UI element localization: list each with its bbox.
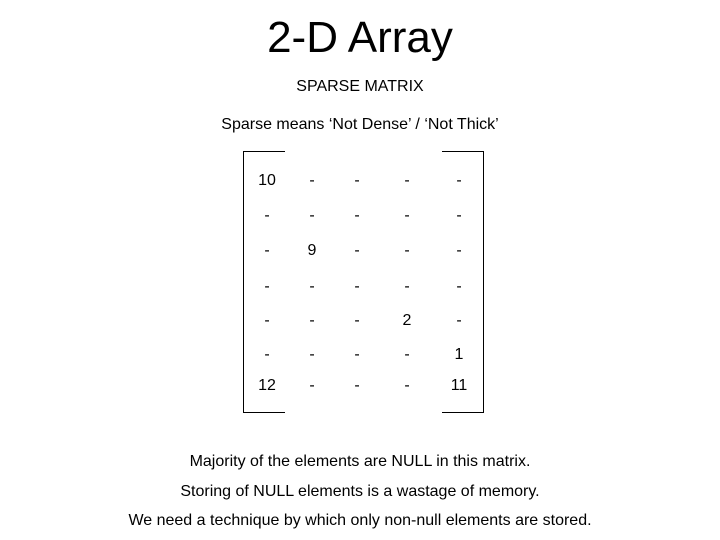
matrix-cell: - — [404, 346, 410, 363]
matrix-cell: - — [264, 278, 270, 295]
matrix-cell: - — [354, 242, 360, 259]
matrix-cell: - — [309, 377, 315, 394]
matrix-cell: - — [404, 377, 410, 394]
matrix-cell: - — [264, 346, 270, 363]
note-memory-wastage: Storing of NULL elements is a wastage of memory. — [180, 483, 540, 500]
matrix-cell: 12 — [258, 377, 276, 394]
matrix-cell: - — [354, 278, 360, 295]
matrix-cell: - — [264, 312, 270, 329]
matrix-cell: - — [456, 278, 462, 295]
matrix-cell: - — [264, 242, 270, 259]
matrix-cell: 9 — [307, 242, 317, 259]
matrix-cell: - — [404, 207, 410, 224]
matrix-cell: - — [404, 172, 410, 189]
note-majority-null: Majority of the elements are NULL in this matrix. — [189, 453, 531, 470]
matrix-cell: - — [309, 312, 315, 329]
matrix-cell: - — [456, 207, 462, 224]
matrix-cell: - — [354, 207, 360, 224]
matrix-cell: - — [354, 346, 360, 363]
matrix-cell: - — [456, 242, 462, 259]
slide-title: 2-D Array — [267, 13, 453, 62]
matrix-cell: - — [309, 346, 315, 363]
matrix-cell: - — [456, 172, 462, 189]
sparse-matrix — [243, 151, 484, 413]
matrix-cell: - — [309, 172, 315, 189]
matrix-cell: - — [354, 312, 360, 329]
matrix-cell: 1 — [454, 346, 464, 363]
matrix-cell: - — [354, 172, 360, 189]
matrix-cell: 10 — [258, 172, 276, 189]
matrix-cell: - — [404, 242, 410, 259]
matrix-cell: - — [456, 312, 462, 329]
matrix-cell: - — [264, 207, 270, 224]
matrix-cell: - — [404, 278, 410, 295]
definition-text: Sparse means ‘Not Dense’ / ‘Not Thick’ — [221, 116, 499, 133]
note-technique: We need a technique by which only non-null elements are stored. — [128, 512, 592, 529]
matrix-cell: - — [309, 278, 315, 295]
slide-subtitle: SPARSE MATRIX — [296, 78, 424, 95]
matrix-cell: 2 — [402, 312, 412, 329]
matrix-cell: 11 — [450, 377, 468, 394]
matrix-cell: - — [309, 207, 315, 224]
matrix-cell: - — [354, 377, 360, 394]
